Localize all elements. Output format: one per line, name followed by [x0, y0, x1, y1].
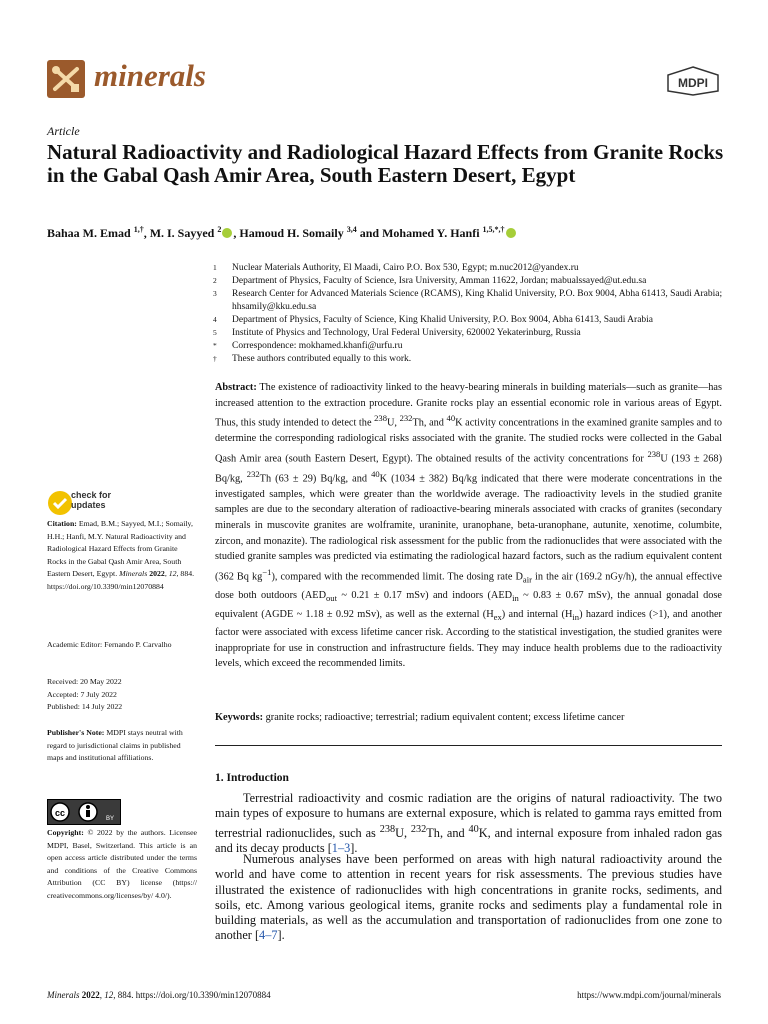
intro-paragraph: Terrestrial radioactivity and cosmic radiation are the origins of natural radioactivity. The two main types of exposure to humans are external exposure, which is related to gamma rays emitted from terrestrial radionuclides, such as $^{238}$U, $^{232}$Th, and $^{40}$K, and internal exposure from inhaled radon gas and its decay products [1–3]. — [215, 791, 722, 855]
author-name: M. I. Sayyed — [149, 226, 215, 240]
correspondence: Correspondence: mokhamed.khanfi@urfu.ru — [232, 341, 403, 351]
author-sup: 3,4 — [346, 225, 357, 234]
accepted-date: Accepted: 7 July 2022 — [47, 689, 117, 699]
received-date: Received: 20 May 2022 — [47, 677, 122, 686]
author-sup: 2 — [217, 225, 222, 234]
publisher-note: Publisher's Note: MDPI stays neutral with regard to jurisdictional claims in published maps and institutional affiliations. — [47, 728, 183, 762]
section-heading: 1. Introduction — [215, 772, 289, 784]
footer-citation: Minerals 2022, 12, 884. https://doi.org/10.3390/min12070884 — [47, 990, 271, 1000]
keywords: Keywords: granite rocks; radioactive; terrestrial; radium equivalent content; excess lifetime cancer — [215, 712, 625, 723]
check-icon — [47, 490, 73, 516]
equal-contribution: These authors contributed equally to this work. — [232, 354, 412, 364]
article-type: Article — [47, 124, 80, 138]
copyright: Copyright: © 2022 by the authors. Licensee MDPI, Basel, Switzerland. This article is an open access article distributed under the terms and conditions of the Creative Commons Attribution (CC BY) license (https:// creativecommons.org/licenses/by/ 4.0/). — [47, 828, 197, 900]
check-label-1: check for — [71, 490, 112, 500]
citation-link[interactable]: 1–3 — [331, 840, 351, 855]
author-sup: 1,5,*,† — [482, 225, 505, 234]
affiliation-text: Research Center for Advanced Materials Science (RCAMS), King Khalid University, P.O. Box 9004, Abha 61413, Saudi Arabia; hhsamily@kku.edu.sa — [232, 289, 723, 312]
journal-logo — [47, 60, 85, 98]
author-list: Bahaa M. Emad $^{1,\dagger}$, M. I. Sayyed $^2$ , Hamoud H. Somaily $^{3,4}$ and Mohamed Y. Hanfi $^{1,5,*,\dagger}$ — [47, 225, 727, 241]
affiliation-text: Department of Physics, Faculty of Science, Isra University, Amman 11622, Jordan; mabualssayed@ut.edu.sa — [232, 276, 647, 286]
footer-url[interactable]: https://www.mdpi.com/journal/minerals — [577, 990, 721, 1000]
orcid-icon[interactable] — [222, 228, 232, 238]
cc-by-label: BY — [105, 816, 115, 822]
orcid-icon[interactable] — [506, 228, 516, 238]
publisher-label: MDPI — [678, 76, 708, 90]
abstract: Abstract: The existence of radioactivity linked to the heavy-bearing minerals in building materials—such as granite—has increased attention to the extraction procedure. Granite rocks play an essential economic role in various areas of Egypt. Thus, this study intended to detect the $^{238}$U, $^{232}$Th, and $^{40}$K activity concentrations in the examined granite samples and to determine the corresponding radiological risks associated with the granite. The studied rocks were collected in the Gabal Qash Amir area (south Eastern Desert, Egypt). The obtained results of the activity concentrations for $^{238}$U (193 ± 268) Bq/kg, $^{232}$Th (63 ± 29) Bq/kg, and $^{40}$K (1034 ± 382) Bq/kg indicated that there were moderate concentrations in the investigated samples, which were greater than the worldwide average. The radioactivity levels in the studied granite samples are due to the secondary alteration of radioactive-bearing minerals associated with cracks of granites (secondary minerals in muscovite granites are wolframite, uraninite, uranophane, beta-uranophane, autunite, xenotime, columbite, zircon, and monazite). The radiological risk assessment for the public from the radionuclides that were associated with the studied granite samples was predicted via estimating the radiological hazard factors, such as the radium equivalent content (362 Bq $kg^{-1}$), compared with the recommended limit. The dosing rate $D_{air}$ in the air (169.2 nGy/h), the annual effective dose both outdoors ($AED_{out}$ ~ 0.21 ± 0.17 mSv) and indoors ($AED_{in}$ ~ 0.83 ± 0.67 mSv), the annual gonadal dose equivalent (AGDE ~ 1.18 ± 0.92 mSv), as well as the external $(H_{ex})$ and internal $(H_{in})$ hazard indices (>1), and another factor were associated with excess lifetime cancer risk. According to the statistical investigation, the studied granites were inappropriate for use in construction and infrastructure fields. They may induce health problems due to the radioactivity levels, which exceed the recommended limits. — [215, 382, 723, 670]
check-label-2: updates — [71, 500, 106, 510]
affiliations: 1 Nuclear Materials Authority, El Maadi, Cairo P.O. Box 530, Egypt; m.nuc2012@yandex.ru 2 Department of Physics, Faculty of Science, Isra University, Amman 11622, Jordan; mabualssayed@ut.edu.sa 3 Research Center for Advanced Materials Science (RCAMS), King Khalid University, P.O. Box 9004, Abha 61413, Saudi Arabia; hhsamily@kku.edu.sa 4 Department of Physics, Faculty of Science, King Khalid University, P.O. Box 9004, Abha 61413, Saudi Arabia 5 Institute of Physics and Technology, Ural Federal University, 620002 Yekaterinburg, Russia * Correspondence: mokhamed.khanfi@urfu.ru † These authors contributed equally to this work. — [213, 262, 733, 366]
citation-link[interactable]: 4–7 — [259, 928, 278, 943]
author-name: Mohamed Y. Hanfi — [382, 226, 480, 240]
author-name: Bahaa M. Emad — [47, 226, 131, 240]
author-name: Hamoud H. Somaily — [239, 226, 344, 240]
journal-name: minerals — [94, 58, 206, 93]
cc-license-icon[interactable] — [47, 799, 121, 825]
divider — [215, 745, 722, 746]
author-sup: 1,† — [133, 225, 144, 234]
svg-text:cc: cc — [54, 808, 66, 818]
affiliation-text: Nuclear Materials Authority, El Maadi, Cairo P.O. Box 530, Egypt; m.nuc2012@yandex.ru — [232, 263, 579, 273]
dates — [47, 676, 197, 714]
affiliation-text: Institute of Physics and Technology, Ural Federal University, 620002 Yekaterinburg, Russia — [232, 328, 581, 338]
check-for-updates-badge[interactable] — [47, 490, 197, 516]
intro-paragraph: Numerous analyses have been performed on areas with high natural radioactivity around the world and have come to attention in recent years for risk assessments. The previous studies have illustrated the existence of radionuclides with high concentrations in granite rocks, sediments, and soils, etc. Among various geological items, granite rocks and sediments play a fundamental role in building materials, as well as the accumulation and transportation of radionuclides from one zone to another [4–7]. — [215, 852, 722, 943]
citation-block: Citation: Emad, B.M.; Sayyed, M.I.; Somaily, H.H.; Hanfi, M.Y. Natural Radioactivity and Radiological Hazard Effects from Granite Rocks in the Gabal Qash Amir Area, South Eastern Desert, Egypt. Minerals 2022, 12, 884. https://doi.org/10.3390/min12070884 — [47, 519, 195, 591]
publisher-logo — [666, 66, 720, 96]
academic-editor: Academic Editor: Fernando P. Carvalho — [47, 640, 172, 649]
published-date: Published: 14 July 2022 — [47, 702, 123, 711]
article-title: Natural Radioactivity and Radiological Hazard Effects from Granite Rocks in the Gabal Qash Amir Area, South Eastern Desert, Egypt — [47, 140, 724, 187]
affiliation-text: Department of Physics, Faculty of Science, King Khalid University, P.O. Box 9004, Abha 61413, Saudi Arabia — [232, 315, 654, 325]
